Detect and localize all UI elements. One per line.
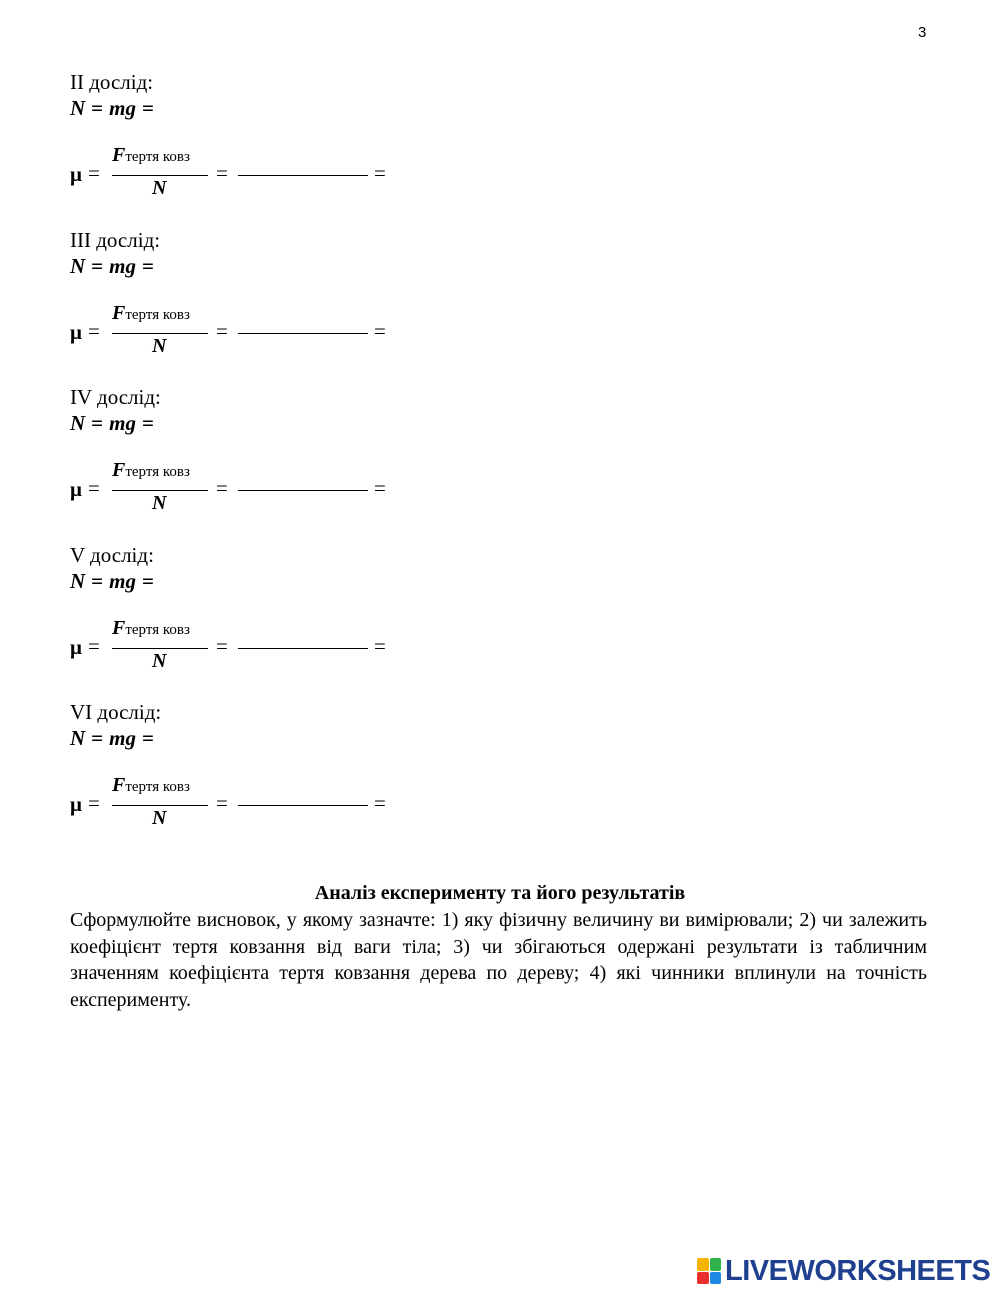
experiment-title: VI дослід: [70,700,162,724]
analysis-text: Сформулюйте висновок, у якому зазначте: 1) яку фізичну величину ви вимірювали; 2) чи залежить коефіцієнт тертя ковзання від ваги тіла; 3) чи збігаються одержані результати із табличним значенням коефіцієнта тертя ковзання дерева по дереву; 4) які чинники вплинули на точність експерименту. [70,909,927,1011]
fraction-bar [112,333,208,334]
equals-sign: = [374,634,386,658]
equals-sign: = [91,569,104,593]
friction-force-symbol: F [112,459,126,481]
experiment-title: IV дослід: [70,385,161,409]
friction-force-subscript: тертя ковз [125,622,190,638]
answer-blank[interactable] [238,648,368,649]
fraction-denominator: N [152,177,167,199]
equals-sign: = [374,476,386,500]
fraction-bar [112,648,208,649]
normal-force-equation [70,96,160,121]
normal-force-equation [70,411,160,436]
logo-square-2 [710,1258,722,1271]
answer-blank[interactable] [238,175,368,176]
fraction-bar [112,490,208,491]
equals-sign: = [88,634,100,658]
answer-blank[interactable] [238,490,368,491]
normal-force-symbol: N [70,411,86,435]
experiment-block [70,228,470,378]
equals-sign: = [88,791,100,815]
equals-sign: = [88,476,100,500]
fraction-denominator: N [152,492,167,514]
friction-force-symbol: F [112,302,126,324]
friction-coefficient-equation [70,302,400,362]
answer-blank[interactable] [238,333,368,334]
normal-force-equation [70,726,160,751]
friction-coefficient-equation [70,774,400,834]
normal-force-equation [70,254,160,279]
fraction-denominator: N [152,650,167,672]
logo-square-3 [697,1272,709,1285]
equals-sign: = [374,161,386,185]
equals-sign: = [88,319,100,343]
equals-sign: = [91,254,104,278]
friction-force-subscript: тертя ковз [125,464,190,480]
equals-sign: = [141,726,154,750]
fraction-numerator [112,302,190,325]
mu-symbol: μ [70,162,82,186]
mu-symbol: μ [70,792,82,816]
fraction-bar [112,175,208,176]
friction-force-symbol: F [112,774,126,796]
equals-sign: = [91,96,104,120]
equals-sign: = [88,161,100,185]
fraction-numerator [112,144,190,167]
equals-sign: = [141,569,154,593]
analysis-title: Аналіз експерименту та його результатів [314,882,686,904]
answer-blank[interactable] [238,805,368,806]
experiment-block [70,543,470,693]
mg-symbol: mg [109,254,136,278]
equals-sign: = [91,411,104,435]
fraction-bar [112,805,208,806]
fraction-denominator: N [152,335,167,357]
logo-icon [697,1258,721,1284]
mg-symbol: mg [109,726,136,750]
friction-force-subscript: тертя ковз [125,779,190,795]
experiment-block [70,385,470,535]
mg-symbol: mg [109,411,136,435]
equals-sign: = [141,254,154,278]
friction-force-symbol: F [112,144,126,166]
friction-coefficient-equation [70,144,400,204]
equals-sign: = [216,791,228,815]
equals-sign: = [374,791,386,815]
equals-sign: = [91,726,104,750]
mu-symbol: μ [70,635,82,659]
friction-coefficient-equation [70,617,400,677]
page-number: 3 [918,24,927,41]
mu-symbol: μ [70,320,82,344]
equals-sign: = [141,96,154,120]
friction-force-subscript: тертя ковз [125,307,190,323]
equals-sign: = [141,411,154,435]
mg-symbol: mg [109,96,136,120]
normal-force-symbol: N [70,96,86,120]
mg-symbol: mg [109,569,136,593]
fraction-numerator [112,459,190,482]
logo-square-4 [710,1272,722,1285]
equals-sign: = [374,319,386,343]
experiment-block [70,70,470,220]
equals-sign: = [216,161,228,185]
mu-symbol: μ [70,477,82,501]
equals-sign: = [216,634,228,658]
fraction-denominator: N [152,807,167,829]
experiment-title: II дослід: [70,70,154,94]
normal-force-equation [70,569,160,594]
friction-force-subscript: тертя ковз [125,149,190,165]
logo-text: LIVEWORKSHEETS [725,1254,991,1287]
liveworksheets-logo[interactable] [697,1253,990,1289]
fraction-numerator [112,774,190,797]
equals-sign: = [216,476,228,500]
normal-force-symbol: N [70,569,86,593]
normal-force-symbol: N [70,254,86,278]
logo-square-1 [697,1258,709,1271]
friction-coefficient-equation [70,459,400,519]
experiment-title: III дослід: [70,228,161,252]
equals-sign: = [216,319,228,343]
normal-force-symbol: N [70,726,86,750]
friction-force-symbol: F [112,617,126,639]
experiment-block [70,700,470,850]
fraction-numerator [112,617,190,640]
experiment-title: V дослід: [70,543,154,567]
